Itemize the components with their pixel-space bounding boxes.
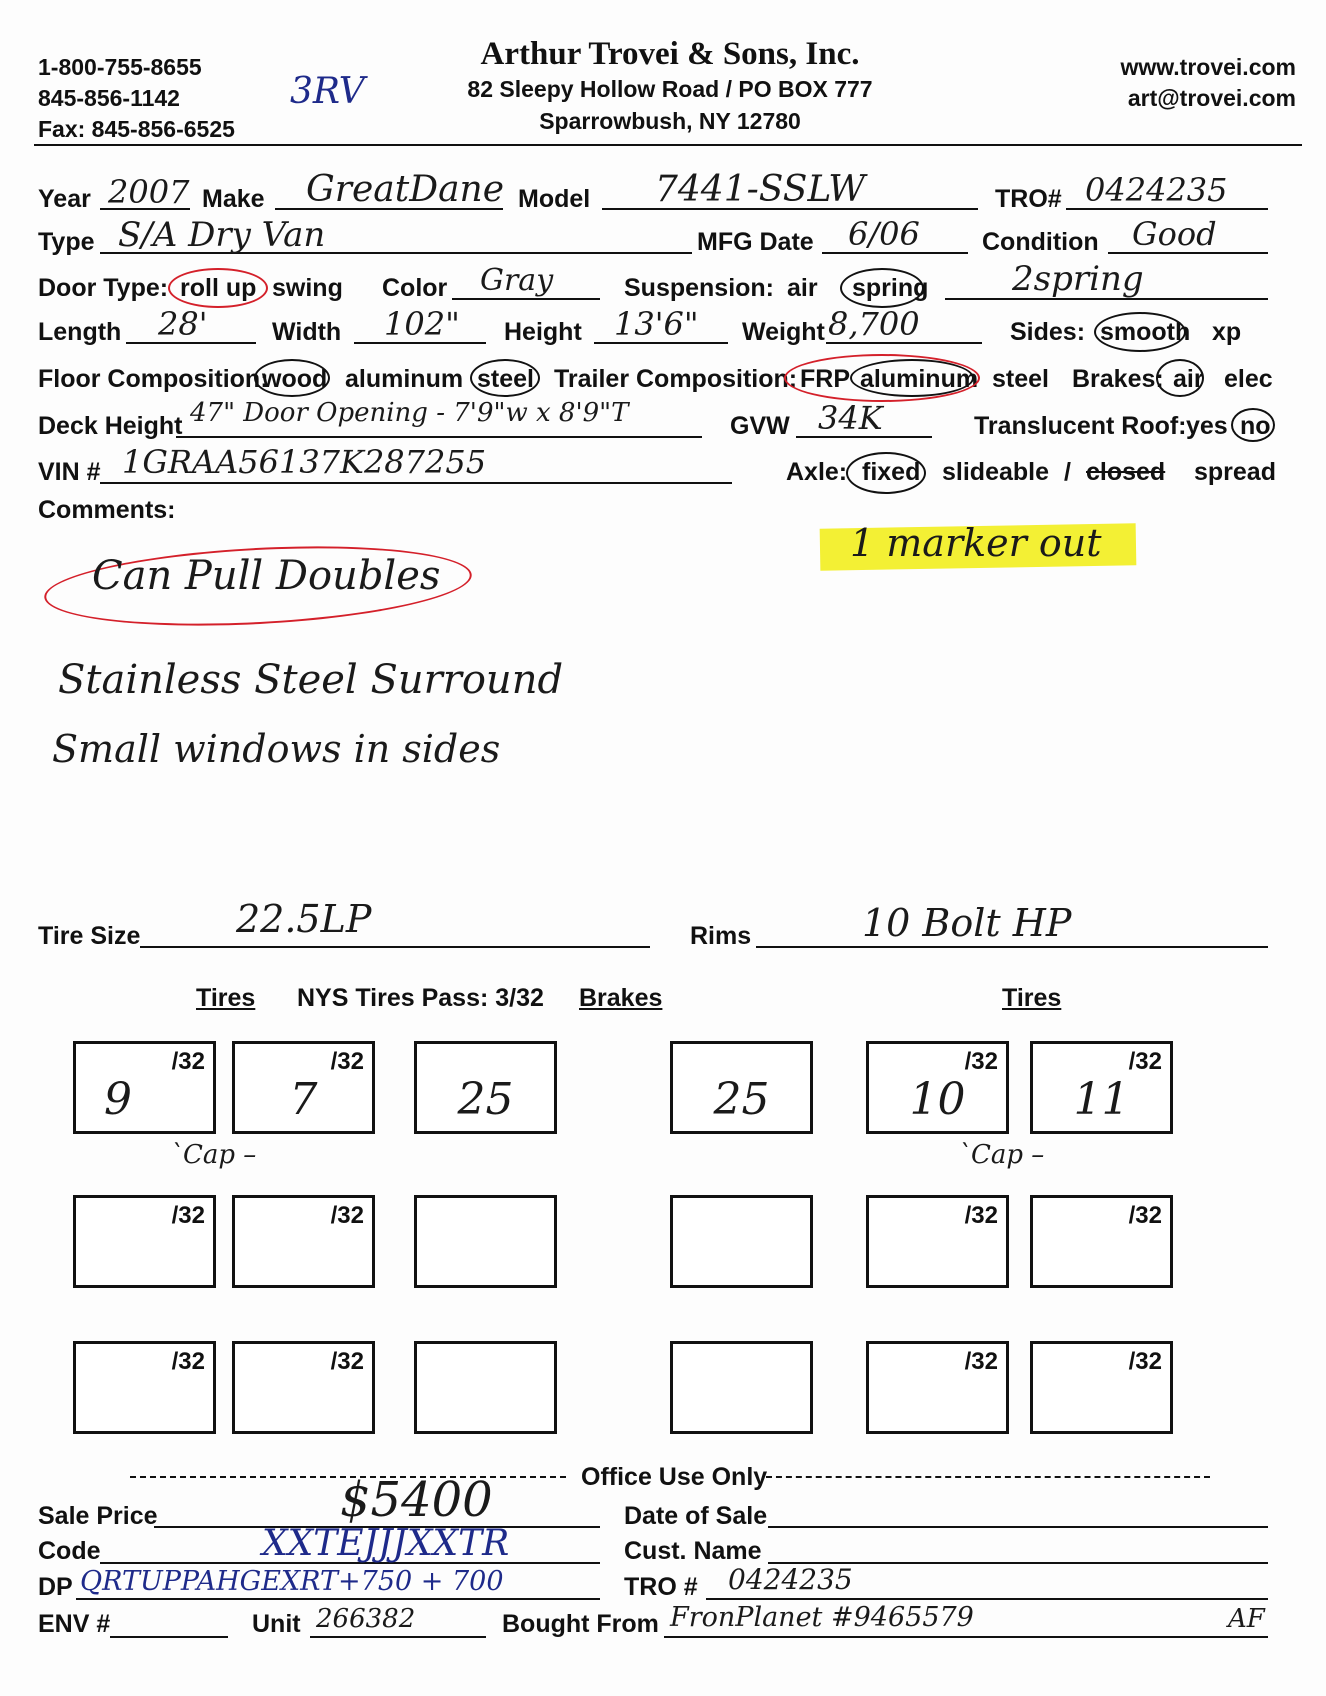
year-value: 2007 xyxy=(108,173,190,211)
door-option-roll-up[interactable]: roll up xyxy=(180,274,257,302)
unit-line[interactable] xyxy=(310,1636,486,1638)
bought-from-value: FronPlanet #9465579 xyxy=(670,1602,974,1633)
tire-box-left-outer-3[interactable] xyxy=(73,1341,216,1434)
company-name: Arthur Trovei & Sons, Inc. xyxy=(480,36,860,72)
comment-small-windows: Small windows in sides xyxy=(52,727,501,771)
address-line-1: 82 Sleepy Hollow Road / PO BOX 777 xyxy=(467,76,873,102)
trailer-composition-label: Trailer Composition: xyxy=(554,365,798,393)
tire-size-line[interactable] xyxy=(140,946,650,948)
sides-smooth-circle xyxy=(1094,312,1186,352)
tire-box-left-inner-1[interactable] xyxy=(232,1041,375,1134)
rims-value: 10 Bolt HP xyxy=(862,901,1072,945)
axle-option-fixed[interactable]: fixed xyxy=(862,458,921,486)
suspension-option-spring[interactable]: spring xyxy=(852,274,929,302)
cap-text-left: Cap xyxy=(183,1140,236,1170)
tire-box-right-inner-1[interactable] xyxy=(866,1041,1009,1134)
weight-label: Weight xyxy=(742,318,825,346)
floor-steel-circle xyxy=(470,359,540,397)
tire-box-right-inner-2[interactable] xyxy=(866,1195,1009,1288)
trailer-aluminum-circle xyxy=(850,359,974,397)
tread-fraction: /32 xyxy=(1128,1202,1162,1229)
bought-from-label: Bought From xyxy=(502,1610,659,1638)
bought-from-line[interactable] xyxy=(664,1636,1268,1638)
weight-value: 8,700 xyxy=(828,305,920,343)
type-value: S/A Dry Van xyxy=(118,215,326,255)
tread-fraction: /32 xyxy=(171,1348,205,1375)
header-divider xyxy=(34,144,1302,146)
tires-heading-right: Tires xyxy=(1002,984,1062,1012)
dp-line[interactable] xyxy=(76,1598,600,1600)
phone-2: 845-856-1142 xyxy=(38,85,180,111)
tire-box-left-outer-1[interactable] xyxy=(73,1041,216,1134)
brakes-air-circle xyxy=(1156,359,1204,397)
tires-heading-left: Tires xyxy=(196,984,256,1012)
tread-value: 9 xyxy=(104,1074,132,1125)
stamp-note: 3RV xyxy=(290,71,365,112)
height-value: 13'6" xyxy=(614,305,699,343)
brake-value: 25 xyxy=(457,1074,514,1125)
cap-note-left: ˋCap – xyxy=(170,1140,257,1170)
company-block xyxy=(400,36,940,137)
brake-box-right-2[interactable] xyxy=(670,1195,813,1288)
color-line[interactable] xyxy=(452,298,600,300)
tread-fraction: /32 xyxy=(171,1048,205,1075)
tire-box-right-outer-1[interactable] xyxy=(1030,1041,1173,1134)
roof-no-circle xyxy=(1231,408,1275,442)
axle-label: Axle: xyxy=(786,458,848,486)
env-line[interactable] xyxy=(110,1636,228,1638)
width-label: Width xyxy=(272,318,342,346)
tread-value: 10 xyxy=(909,1074,966,1125)
code-value: XXTEJJJXXTR xyxy=(262,1523,510,1564)
office-divider-right xyxy=(766,1476,1210,1478)
make-value: GreatDane xyxy=(306,169,505,210)
brake-box-left-3[interactable] xyxy=(414,1341,557,1434)
gvw-value: 34K xyxy=(818,399,883,437)
length-label: Length xyxy=(38,318,122,346)
sale-price-label: Sale Price xyxy=(38,1502,158,1530)
suspension-note: 2spring xyxy=(1012,259,1144,299)
vin-label: VIN # xyxy=(38,458,101,486)
axle-option-spread[interactable]: spread xyxy=(1194,458,1276,486)
roof-option-yes[interactable]: yes xyxy=(1186,412,1228,440)
brake-box-left-2[interactable] xyxy=(414,1195,557,1288)
tread-fraction: /32 xyxy=(330,1048,364,1075)
brake-box-left-1[interactable] xyxy=(414,1041,557,1134)
width-value: 102" xyxy=(384,305,460,343)
tread-fraction: /32 xyxy=(171,1202,205,1229)
axle-option-closed[interactable]: closed xyxy=(1086,458,1166,486)
brakes-heading: Brakes xyxy=(579,984,663,1012)
trailer-option-aluminum[interactable]: aluminum xyxy=(860,365,979,393)
tire-size-label: Tire Size xyxy=(38,922,141,950)
cap-text-right: Cap xyxy=(971,1140,1024,1170)
customer-name-label: Cust. Name xyxy=(624,1537,762,1565)
tro-label: TRO# xyxy=(995,185,1062,213)
office-tro-value: 0424235 xyxy=(728,1563,853,1596)
brake-value: 25 xyxy=(713,1074,770,1125)
floor-option-steel[interactable]: steel xyxy=(477,365,534,393)
date-of-sale-line[interactable] xyxy=(768,1526,1268,1528)
model-label: Model xyxy=(518,185,591,213)
rims-line[interactable] xyxy=(756,946,1268,948)
brakes-option-air[interactable]: air xyxy=(1173,365,1204,393)
suspension-label: Suspension: xyxy=(624,274,775,302)
vin-line[interactable] xyxy=(100,482,732,484)
phone-1: 1-800-755-8655 xyxy=(38,54,202,80)
tread-value: 7 xyxy=(289,1074,318,1125)
tread-fraction: /32 xyxy=(330,1202,364,1229)
dp-value: QRTUPPAHGEXRT+750 + 700 xyxy=(80,1566,504,1597)
gvw-label: GVW xyxy=(730,412,790,440)
door-roll-up-circle xyxy=(168,268,268,308)
trailer-option-steel[interactable]: steel xyxy=(992,365,1049,393)
sides-label: Sides: xyxy=(1010,318,1086,346)
env-label: ENV # xyxy=(38,1610,111,1638)
date-of-sale-label: Date of Sale xyxy=(624,1502,768,1530)
deck-height-line[interactable] xyxy=(176,436,702,438)
tro-value: 0424235 xyxy=(1085,171,1228,209)
office-use-heading: Office Use Only xyxy=(581,1463,768,1491)
comment-can-pull-doubles: Can Pull Doubles xyxy=(92,553,441,599)
suspension-spring-circle xyxy=(840,268,924,308)
type-label: Type xyxy=(38,228,95,256)
height-label: Height xyxy=(504,318,582,346)
website: www.trovei.com xyxy=(1120,54,1296,80)
mfg-date-value: 6/06 xyxy=(848,215,920,253)
comment-marker-out: 1 marker out xyxy=(850,521,1102,565)
make-label: Make xyxy=(202,185,265,213)
office-tro-line[interactable] xyxy=(706,1598,1268,1600)
tread-fraction: /32 xyxy=(964,1202,998,1229)
initials: AF xyxy=(1228,1604,1265,1634)
sides-option-xp[interactable]: xp xyxy=(1212,318,1242,346)
tire-box-left-inner-2[interactable] xyxy=(232,1195,375,1288)
translucent-roof-label: Translucent Roof: xyxy=(974,412,1187,440)
year-label: Year xyxy=(38,185,91,213)
comments-label: Comments: xyxy=(38,496,176,524)
brake-box-right-1[interactable] xyxy=(670,1041,813,1134)
axle-separator: / xyxy=(1064,458,1071,486)
tread-fraction: /32 xyxy=(1128,1048,1162,1075)
suspension-option-air[interactable]: air xyxy=(787,274,818,302)
floor-option-aluminum[interactable]: aluminum xyxy=(345,365,464,393)
comment-stainless-steel: Stainless Steel Surround xyxy=(58,657,564,703)
fax: Fax: 845-856-6525 xyxy=(38,116,235,142)
office-tro-label: TRO # xyxy=(624,1573,698,1601)
floor-wood-circle xyxy=(254,359,330,397)
brakes-option-elec[interactable]: elec xyxy=(1224,365,1273,393)
tire-box-left-outer-2[interactable] xyxy=(73,1195,216,1288)
condition-label: Condition xyxy=(982,228,1099,256)
web-contact xyxy=(1120,52,1296,114)
cap-note-right: ˋCap – xyxy=(958,1140,1045,1170)
address-line-2: Sparrowbush, NY 12780 xyxy=(539,108,801,134)
tire-box-right-outer-3[interactable] xyxy=(1030,1341,1173,1434)
door-option-swing[interactable]: swing xyxy=(272,274,343,302)
tread-fraction: /32 xyxy=(1128,1348,1162,1375)
axle-fixed-circle xyxy=(846,452,926,494)
model-value: 7441-SSLW xyxy=(655,169,866,210)
sides-option-smooth[interactable]: smooth xyxy=(1100,318,1191,346)
axle-option-slideable[interactable]: slideable xyxy=(942,458,1049,486)
vin-value: 1GRAA56137K287255 xyxy=(122,443,487,481)
roof-option-no[interactable]: no xyxy=(1240,412,1271,440)
rims-label: Rims xyxy=(690,922,752,950)
contact-phones xyxy=(38,52,235,145)
unit-value: 266382 xyxy=(316,1604,416,1634)
length-value: 28' xyxy=(158,305,208,343)
brake-box-right-3[interactable] xyxy=(670,1341,813,1434)
mfg-date-label: MFG Date xyxy=(697,228,814,256)
deck-height-value: 47" Door Opening - 7'9"w x 8'9"T xyxy=(190,398,629,428)
tire-box-right-outer-2[interactable] xyxy=(1030,1195,1173,1288)
dp-label: DP xyxy=(38,1573,73,1601)
tread-fraction: /32 xyxy=(330,1348,364,1375)
email: art@trovei.com xyxy=(1127,85,1296,111)
tread-fraction: /32 xyxy=(964,1048,998,1075)
tread-fraction: /32 xyxy=(964,1348,998,1375)
unit-label: Unit xyxy=(252,1610,301,1638)
tire-box-left-inner-3[interactable] xyxy=(232,1341,375,1434)
trailer-option-frp[interactable]: FRP xyxy=(800,365,850,393)
sale-price-value: $5400 xyxy=(340,1472,493,1528)
tire-size-value: 22.5LP xyxy=(236,897,372,941)
color-value: Gray xyxy=(480,263,554,298)
code-label: Code xyxy=(38,1537,101,1565)
color-label: Color xyxy=(382,274,448,302)
tire-box-right-inner-3[interactable] xyxy=(866,1341,1009,1434)
deck-height-label: Deck Height xyxy=(38,412,183,440)
brakes-label: Brakes: xyxy=(1072,365,1164,393)
nys-tires-pass: NYS Tires Pass: 3/32 xyxy=(297,984,544,1012)
floor-option-wood[interactable]: wood xyxy=(262,365,328,393)
floor-composition-label: Floor Composition: xyxy=(38,365,269,393)
door-type-label: Door Type: xyxy=(38,274,169,302)
tread-value: 11 xyxy=(1073,1074,1130,1125)
condition-value: Good xyxy=(1132,215,1217,253)
